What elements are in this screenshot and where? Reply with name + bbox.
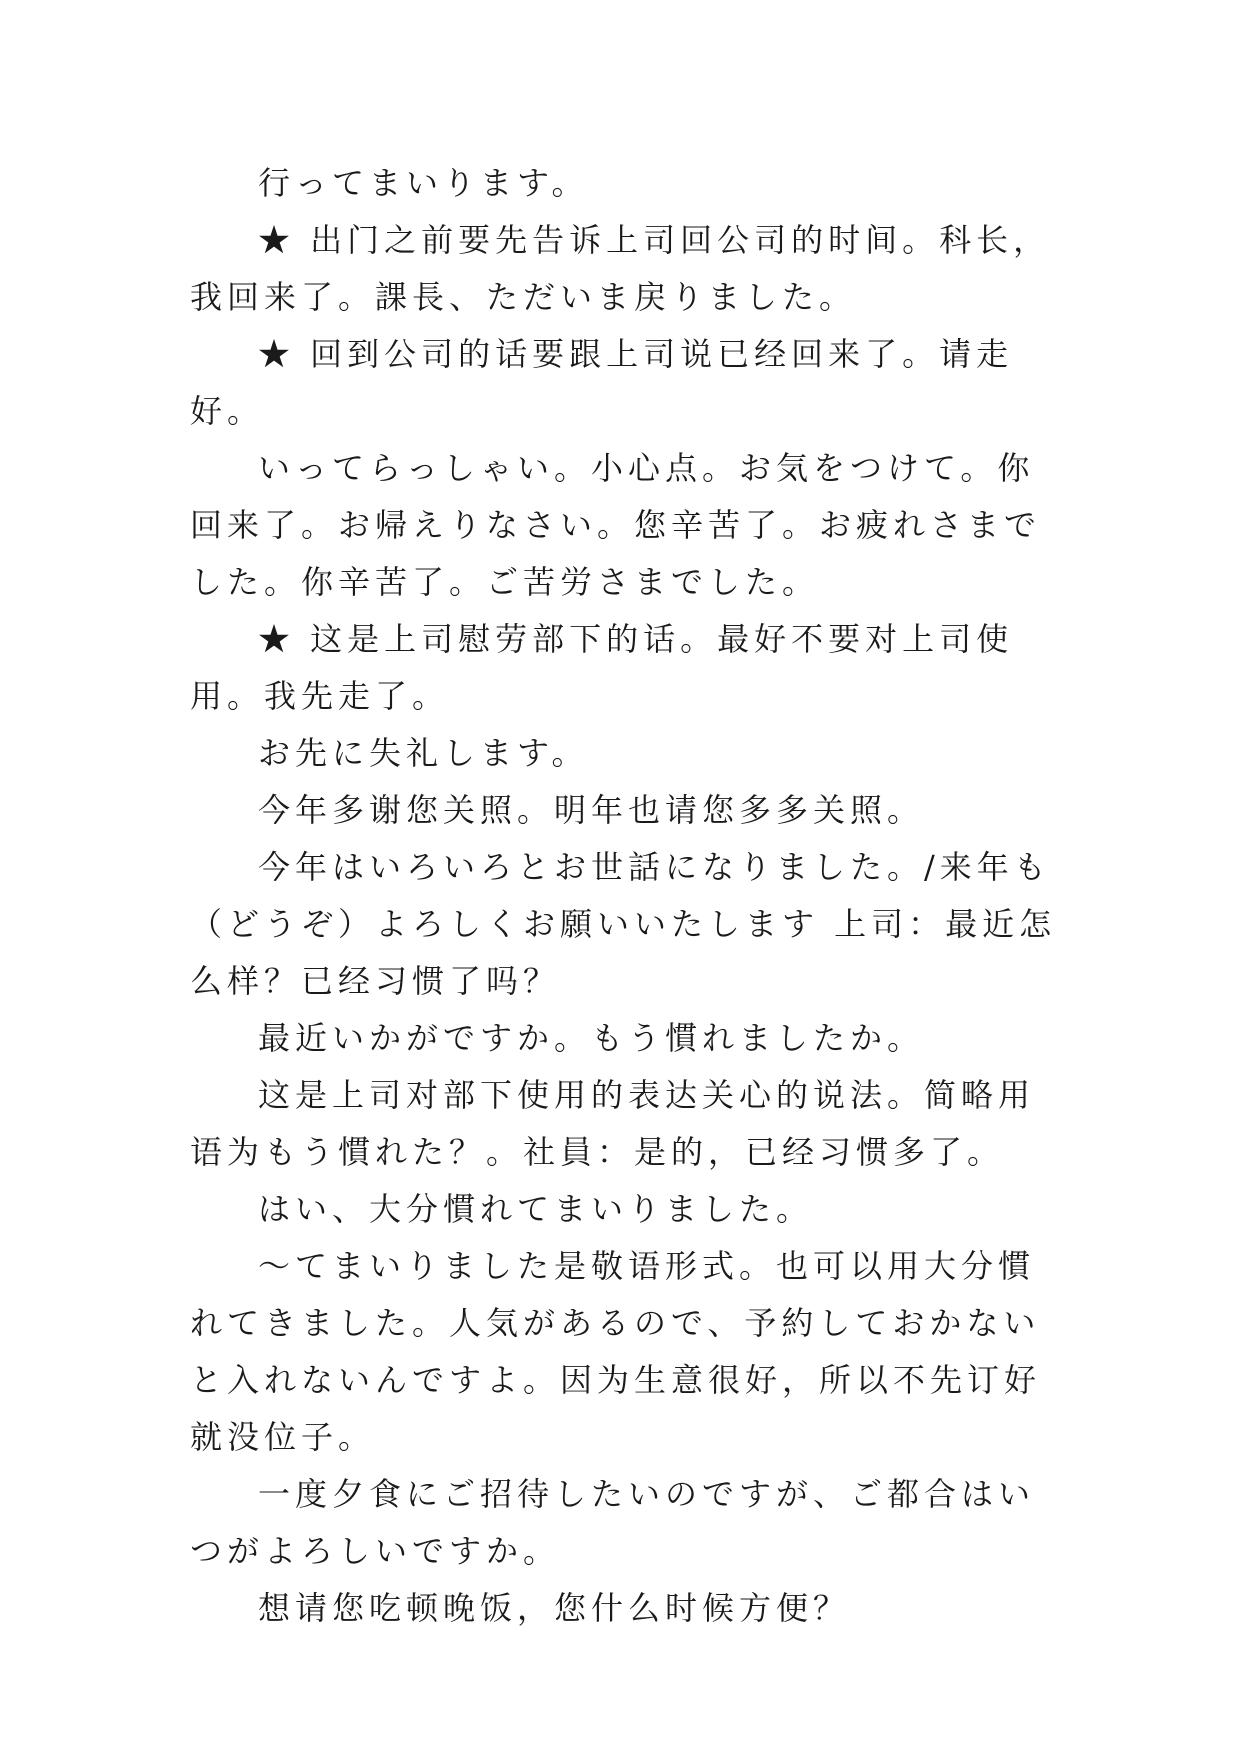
paragraph-12: ～てまいりました是敬语形式。也可以用大分慣れてきました。人気があるので、予約しておかないと入れないんですよ。因为生意很好，所以不先订好就没位子。	[190, 1247, 1042, 1456]
document-body	[190, 155, 1060, 1637]
paragraph-11: はい、大分慣れてまいりました。	[258, 1190, 814, 1228]
paragraph-14: 想请您吃顿晚饭，您什么时候方便？	[258, 1589, 851, 1627]
paragraph-6: お先に失礼します。	[258, 734, 589, 772]
paragraph-9: 最近いかがですか。もう慣れましたか。	[258, 1019, 925, 1057]
paragraph-5: ★ 这是上司慰劳部下的话。最好不要对上司使用。我先走了。	[190, 620, 1014, 715]
paragraph-3: ★ 回到公司的话要跟上司说已经回来了。请走好。	[190, 335, 1014, 430]
paragraph-10: 这是上司对部下使用的表达关心的说法。简略用语为もう慣れた？。社員：是的，已经习惯多了。	[190, 1076, 1036, 1171]
paragraph-8: 今年はいろいろとお世話になりました。/来年も（どうぞ）よろしくお願いいたします 上司：最近怎么样？已经习惯了吗？	[190, 848, 1057, 1000]
paragraph-4: いってらっしゃい。小心点。お気をつけて。你回来了。お帰えりなさい。您辛苦了。お疲れさまでした。你辛苦了。ご苦労さまでした。	[190, 449, 1042, 601]
paragraph-2: ★ 出门之前要先告诉上司回公司的时间。科长，我回来了。課長、ただいま戻りました。	[190, 221, 1051, 316]
paragraph-13: 一度夕食にご招待したいのですが、ご都合はいつがよろしいですか。	[190, 1475, 1036, 1570]
paragraph-7: 今年多谢您关照。明年也请您多多关照。	[258, 791, 925, 829]
paragraph-1: 行ってまいります。	[258, 164, 589, 202]
